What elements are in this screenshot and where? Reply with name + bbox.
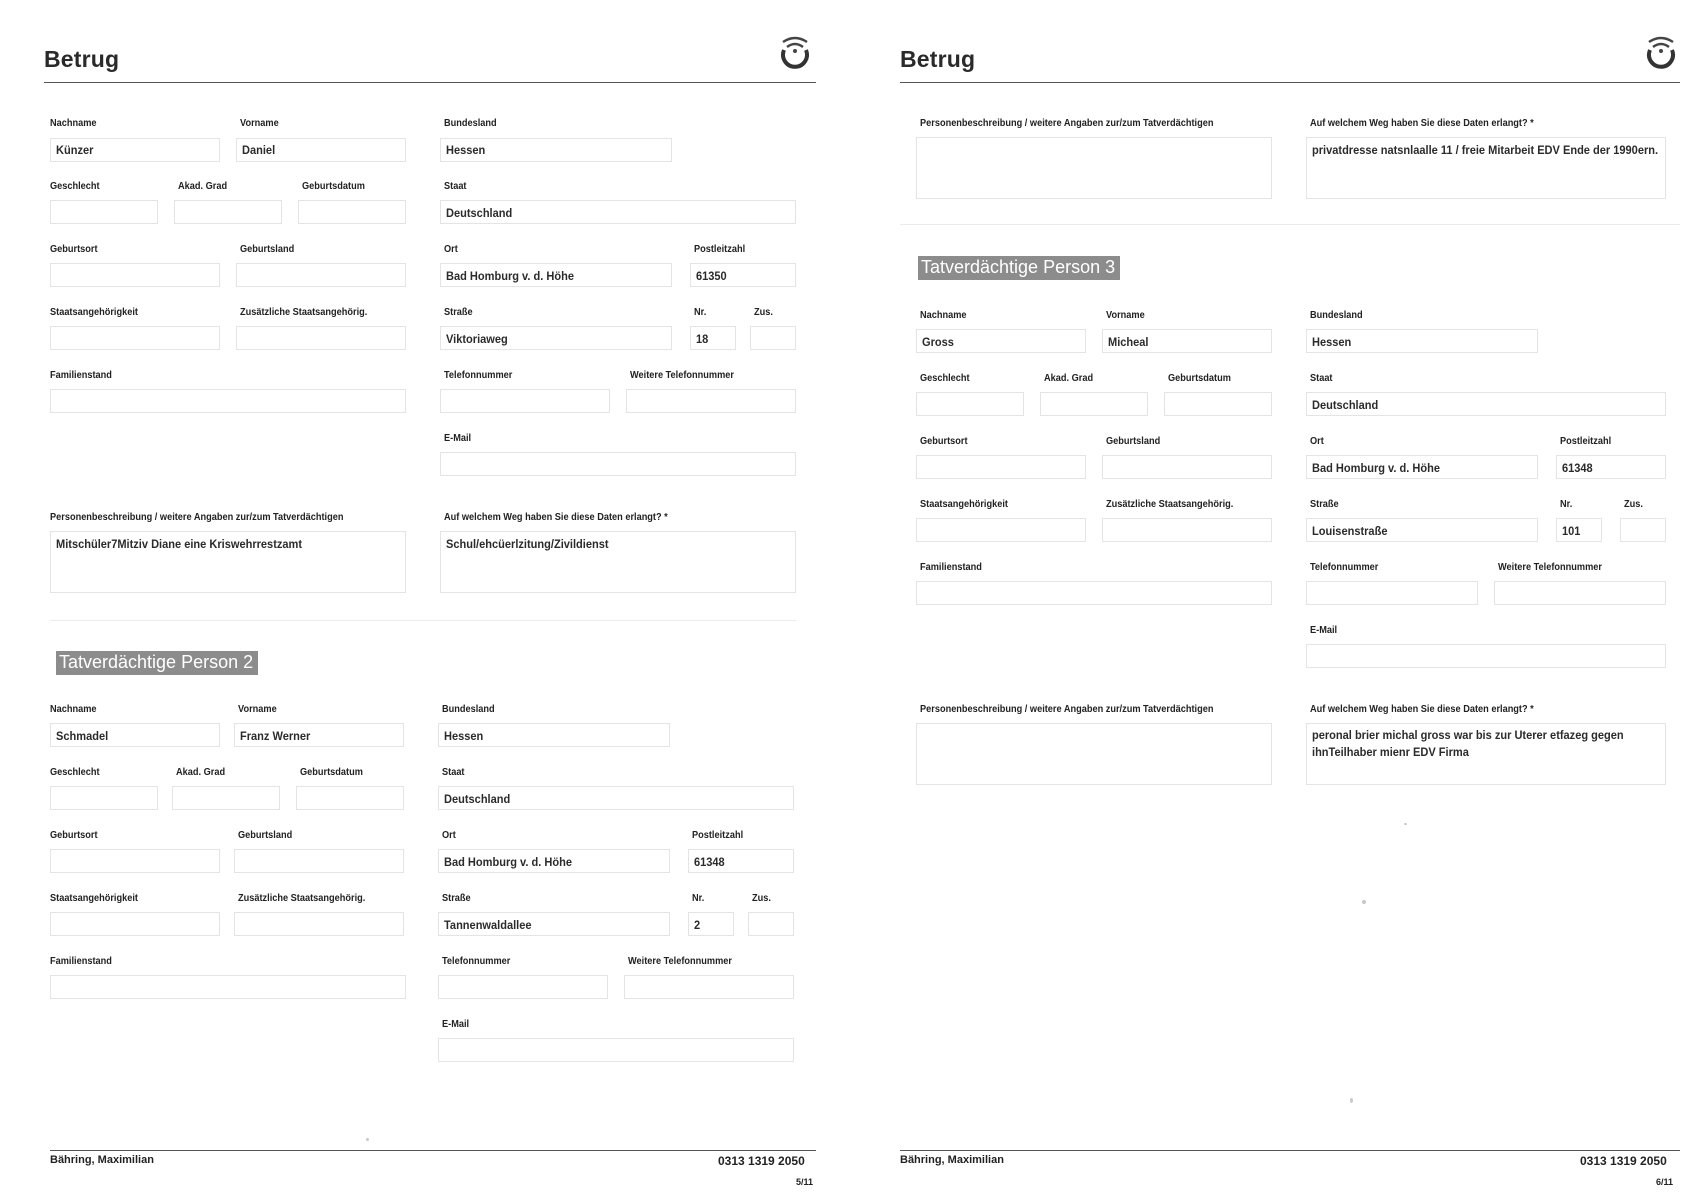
document-page-5 bbox=[0, 0, 830, 1199]
footer-rule bbox=[900, 1150, 1680, 1151]
document-page-6 bbox=[880, 0, 1696, 1199]
geschlecht-field[interactable] bbox=[50, 786, 158, 810]
nachname-value: Künzer bbox=[56, 143, 94, 157]
telefonnummer-field[interactable] bbox=[438, 975, 608, 999]
police-logo-icon bbox=[778, 34, 812, 76]
akad-grad-label: Akad. Grad bbox=[178, 181, 228, 192]
vorname-label: Vorname bbox=[240, 118, 279, 129]
vorname-value: Micheal bbox=[1108, 335, 1149, 349]
police-logo-icon bbox=[1644, 34, 1678, 76]
strasse-label: Straße bbox=[444, 307, 473, 318]
footer-name: Bähring, Maximilian bbox=[900, 1154, 1004, 1166]
postleitzahl-label: Postleitzahl bbox=[1560, 436, 1612, 447]
weitere-telefonnummer-field[interactable] bbox=[626, 389, 796, 413]
staatsangehoerigkeit-field[interactable] bbox=[916, 518, 1086, 542]
staat-label: Staat bbox=[444, 181, 467, 192]
nachname-label: Nachname bbox=[50, 118, 97, 129]
section-heading-person-2: Tatverdächtige Person 2 bbox=[56, 651, 258, 675]
telefonnummer-label: Telefonnummer bbox=[1310, 562, 1379, 573]
telefonnummer-label: Telefonnummer bbox=[444, 370, 513, 381]
nachname-label: Nachname bbox=[920, 310, 967, 321]
akad-grad-field[interactable] bbox=[174, 200, 282, 224]
vorname-label: Vorname bbox=[238, 704, 277, 715]
ort-value: Bad Homburg v. d. Höhe bbox=[1312, 461, 1440, 475]
bundesland-label: Bundesland bbox=[1310, 310, 1363, 321]
email-label: E-Mail bbox=[1310, 625, 1338, 636]
hausnummer-label: Nr. bbox=[1560, 499, 1573, 510]
beschreibung-field[interactable] bbox=[916, 723, 1272, 785]
telefonnummer-label: Telefonnummer bbox=[442, 956, 511, 967]
bundesland-value: Hessen bbox=[446, 143, 486, 157]
nachname-value: Gross bbox=[922, 335, 954, 349]
familienstand-field[interactable] bbox=[50, 975, 406, 999]
ort-label: Ort bbox=[442, 830, 456, 841]
beschreibung-label: Personenbeschreibung / weitere Angaben zur/zum Tatverdächtigen bbox=[50, 512, 344, 523]
beschreibung-value: Mitschüler7Mitziv Diane eine Kriswehrrestzamt bbox=[56, 537, 303, 551]
footer-number: 0313 1319 2050 bbox=[718, 1154, 805, 1168]
email-label: E-Mail bbox=[442, 1019, 470, 1030]
datenherkunft-value: privatdresse natsnlaalle 11 / freie Mitarbeit EDV Ende der 1990ern. bbox=[1312, 143, 1659, 157]
zusaetzliche-staatsangehoerigkeit-label: Zusätzliche Staatsangehörig. bbox=[240, 307, 368, 318]
scan-speck bbox=[366, 1138, 369, 1141]
zusatz-field[interactable] bbox=[1620, 518, 1666, 542]
weitere-telefonnummer-label: Weitere Telefonnummer bbox=[628, 956, 732, 967]
bundesland-label: Bundesland bbox=[444, 118, 497, 129]
strasse-label: Straße bbox=[1310, 499, 1339, 510]
geburtsdatum-label: Geburtsdatum bbox=[300, 767, 363, 778]
akad-grad-field[interactable] bbox=[172, 786, 280, 810]
weitere-telefonnummer-label: Weitere Telefonnummer bbox=[630, 370, 734, 381]
vorname-value: Daniel bbox=[242, 143, 276, 157]
vorname-value: Franz Werner bbox=[240, 729, 311, 743]
header-rule bbox=[44, 82, 816, 83]
beschreibung-label: Personenbeschreibung / weitere Angaben zur/zum Tatverdächtigen bbox=[920, 704, 1214, 715]
zusatz-label: Zus. bbox=[754, 307, 773, 318]
strasse-value: Louisenstraße bbox=[1312, 524, 1388, 538]
familienstand-field[interactable] bbox=[50, 389, 406, 413]
footer-name: Bähring, Maximilian bbox=[50, 1154, 154, 1166]
staat-value: Deutschland bbox=[1312, 398, 1379, 412]
page-title: Betrug bbox=[900, 46, 976, 72]
zusaetzliche-staatsangehoerigkeit-field[interactable] bbox=[1102, 518, 1272, 542]
nachname-value: Schmadel bbox=[56, 729, 109, 743]
header-rule bbox=[900, 82, 1680, 83]
postleitzahl-value: 61348 bbox=[694, 855, 725, 869]
page-title: Betrug bbox=[44, 46, 120, 72]
zusatz-label: Zus. bbox=[752, 893, 771, 904]
datenherkunft-label: Auf welchem Weg haben Sie diese Daten erlangt? * bbox=[444, 512, 668, 523]
ort-label: Ort bbox=[1310, 436, 1324, 447]
geburtsdatum-field[interactable] bbox=[1164, 392, 1272, 416]
footer-number: 0313 1319 2050 bbox=[1580, 1154, 1667, 1168]
ort-value: Bad Homburg v. d. Höhe bbox=[446, 269, 574, 283]
zusatz-label: Zus. bbox=[1624, 499, 1643, 510]
geburtsort-field[interactable] bbox=[916, 455, 1086, 479]
page-number: 5/11 bbox=[796, 1177, 814, 1187]
geburtsland-label: Geburtsland bbox=[1106, 436, 1161, 447]
datenherkunft-label: Auf welchem Weg haben Sie diese Daten erlangt? * bbox=[1310, 118, 1534, 129]
strasse-value: Tannenwaldallee bbox=[444, 918, 532, 932]
geschlecht-label: Geschlecht bbox=[920, 373, 970, 384]
geburtsdatum-field[interactable] bbox=[296, 786, 404, 810]
staat-value: Deutschland bbox=[446, 206, 513, 220]
geschlecht-field[interactable] bbox=[50, 200, 158, 224]
footer-rule bbox=[50, 1150, 816, 1151]
section-divider bbox=[50, 620, 796, 621]
akad-grad-field[interactable] bbox=[1040, 392, 1148, 416]
akad-grad-label: Akad. Grad bbox=[1044, 373, 1094, 384]
geburtsort-label: Geburtsort bbox=[50, 244, 98, 255]
datenherkunft-value: peronal brier michal gross war bis zur Uterer etfazeg gegen ihnTeilhaber mienr EDV Firma bbox=[1312, 728, 1624, 759]
ort-label: Ort bbox=[444, 244, 458, 255]
strasse-label: Straße bbox=[442, 893, 471, 904]
akad-grad-label: Akad. Grad bbox=[176, 767, 226, 778]
ort-value: Bad Homburg v. d. Höhe bbox=[444, 855, 572, 869]
geburtsort-label: Geburtsort bbox=[920, 436, 968, 447]
datenherkunft-label: Auf welchem Weg haben Sie diese Daten erlangt? * bbox=[1310, 704, 1534, 715]
section-divider bbox=[900, 224, 1680, 225]
postleitzahl-label: Postleitzahl bbox=[694, 244, 746, 255]
staatsangehoerigkeit-label: Staatsangehörigkeit bbox=[50, 893, 138, 904]
staat-label: Staat bbox=[442, 767, 465, 778]
postleitzahl-value: 61348 bbox=[1562, 461, 1593, 475]
hausnummer-value: 2 bbox=[694, 918, 701, 932]
bundesland-value: Hessen bbox=[1312, 335, 1352, 349]
postleitzahl-value: 61350 bbox=[696, 269, 727, 283]
familienstand-label: Familienstand bbox=[920, 562, 982, 573]
email-field[interactable] bbox=[438, 1038, 794, 1062]
geburtsland-field[interactable] bbox=[234, 849, 404, 873]
geburtsort-label: Geburtsort bbox=[50, 830, 98, 841]
email-field[interactable] bbox=[1306, 644, 1666, 668]
section-heading-person-3: Tatverdächtige Person 3 bbox=[918, 256, 1120, 280]
geburtsdatum-label: Geburtsdatum bbox=[302, 181, 365, 192]
staatsangehoerigkeit-label: Staatsangehörigkeit bbox=[920, 499, 1008, 510]
scan-speck bbox=[1404, 823, 1407, 825]
geburtsdatum-field[interactable] bbox=[298, 200, 406, 224]
geschlecht-label: Geschlecht bbox=[50, 767, 100, 778]
weitere-telefonnummer-label: Weitere Telefonnummer bbox=[1498, 562, 1602, 573]
geburtsland-field[interactable] bbox=[1102, 455, 1272, 479]
zusaetzliche-staatsangehoerigkeit-field[interactable] bbox=[234, 912, 404, 936]
scan-speck bbox=[1350, 1098, 1353, 1103]
geburtsort-field[interactable] bbox=[50, 263, 220, 287]
staatsangehoerigkeit-label: Staatsangehörigkeit bbox=[50, 307, 138, 318]
beschreibung-label: Personenbeschreibung / weitere Angaben zur/zum Tatverdächtigen bbox=[920, 118, 1214, 129]
weitere-telefonnummer-field[interactable] bbox=[624, 975, 794, 999]
familienstand-label: Familienstand bbox=[50, 370, 112, 381]
page-number: 6/11 bbox=[1656, 1177, 1674, 1187]
familienstand-label: Familienstand bbox=[50, 956, 112, 967]
staatsangehoerigkeit-field[interactable] bbox=[50, 326, 220, 350]
geschlecht-field[interactable] bbox=[916, 392, 1024, 416]
geburtsland-label: Geburtsland bbox=[238, 830, 293, 841]
zusatz-field[interactable] bbox=[750, 326, 796, 350]
staat-label: Staat bbox=[1310, 373, 1333, 384]
staat-value: Deutschland bbox=[444, 792, 511, 806]
bundesland-value: Hessen bbox=[444, 729, 484, 743]
strasse-value: Viktoriaweg bbox=[446, 332, 508, 346]
zusatz-field[interactable] bbox=[748, 912, 794, 936]
telefonnummer-field[interactable] bbox=[1306, 581, 1478, 605]
geburtsland-field[interactable] bbox=[236, 263, 406, 287]
postleitzahl-label: Postleitzahl bbox=[692, 830, 744, 841]
beschreibung-field[interactable] bbox=[916, 137, 1272, 199]
email-label: E-Mail bbox=[444, 433, 472, 444]
geschlecht-label: Geschlecht bbox=[50, 181, 100, 192]
staatsangehoerigkeit-field[interactable] bbox=[50, 912, 220, 936]
weitere-telefonnummer-field[interactable] bbox=[1494, 581, 1666, 605]
hausnummer-label: Nr. bbox=[692, 893, 705, 904]
email-field[interactable] bbox=[440, 452, 796, 476]
scan-speck bbox=[1362, 900, 1366, 904]
telefonnummer-field[interactable] bbox=[440, 389, 610, 413]
vorname-label: Vorname bbox=[1106, 310, 1145, 321]
zusaetzliche-staatsangehoerigkeit-label: Zusätzliche Staatsangehörig. bbox=[238, 893, 366, 904]
geburtsort-field[interactable] bbox=[50, 849, 220, 873]
datenherkunft-value: Schul/ehcüerlzitung/Zivildienst bbox=[446, 537, 609, 551]
zusaetzliche-staatsangehoerigkeit-field[interactable] bbox=[236, 326, 406, 350]
hausnummer-label: Nr. bbox=[694, 307, 707, 318]
hausnummer-value: 18 bbox=[696, 332, 709, 346]
geburtsdatum-label: Geburtsdatum bbox=[1168, 373, 1231, 384]
familienstand-field[interactable] bbox=[916, 581, 1272, 605]
bundesland-label: Bundesland bbox=[442, 704, 495, 715]
geburtsland-label: Geburtsland bbox=[240, 244, 295, 255]
zusaetzliche-staatsangehoerigkeit-label: Zusätzliche Staatsangehörig. bbox=[1106, 499, 1234, 510]
nachname-label: Nachname bbox=[50, 704, 97, 715]
hausnummer-value: 101 bbox=[1562, 524, 1581, 538]
